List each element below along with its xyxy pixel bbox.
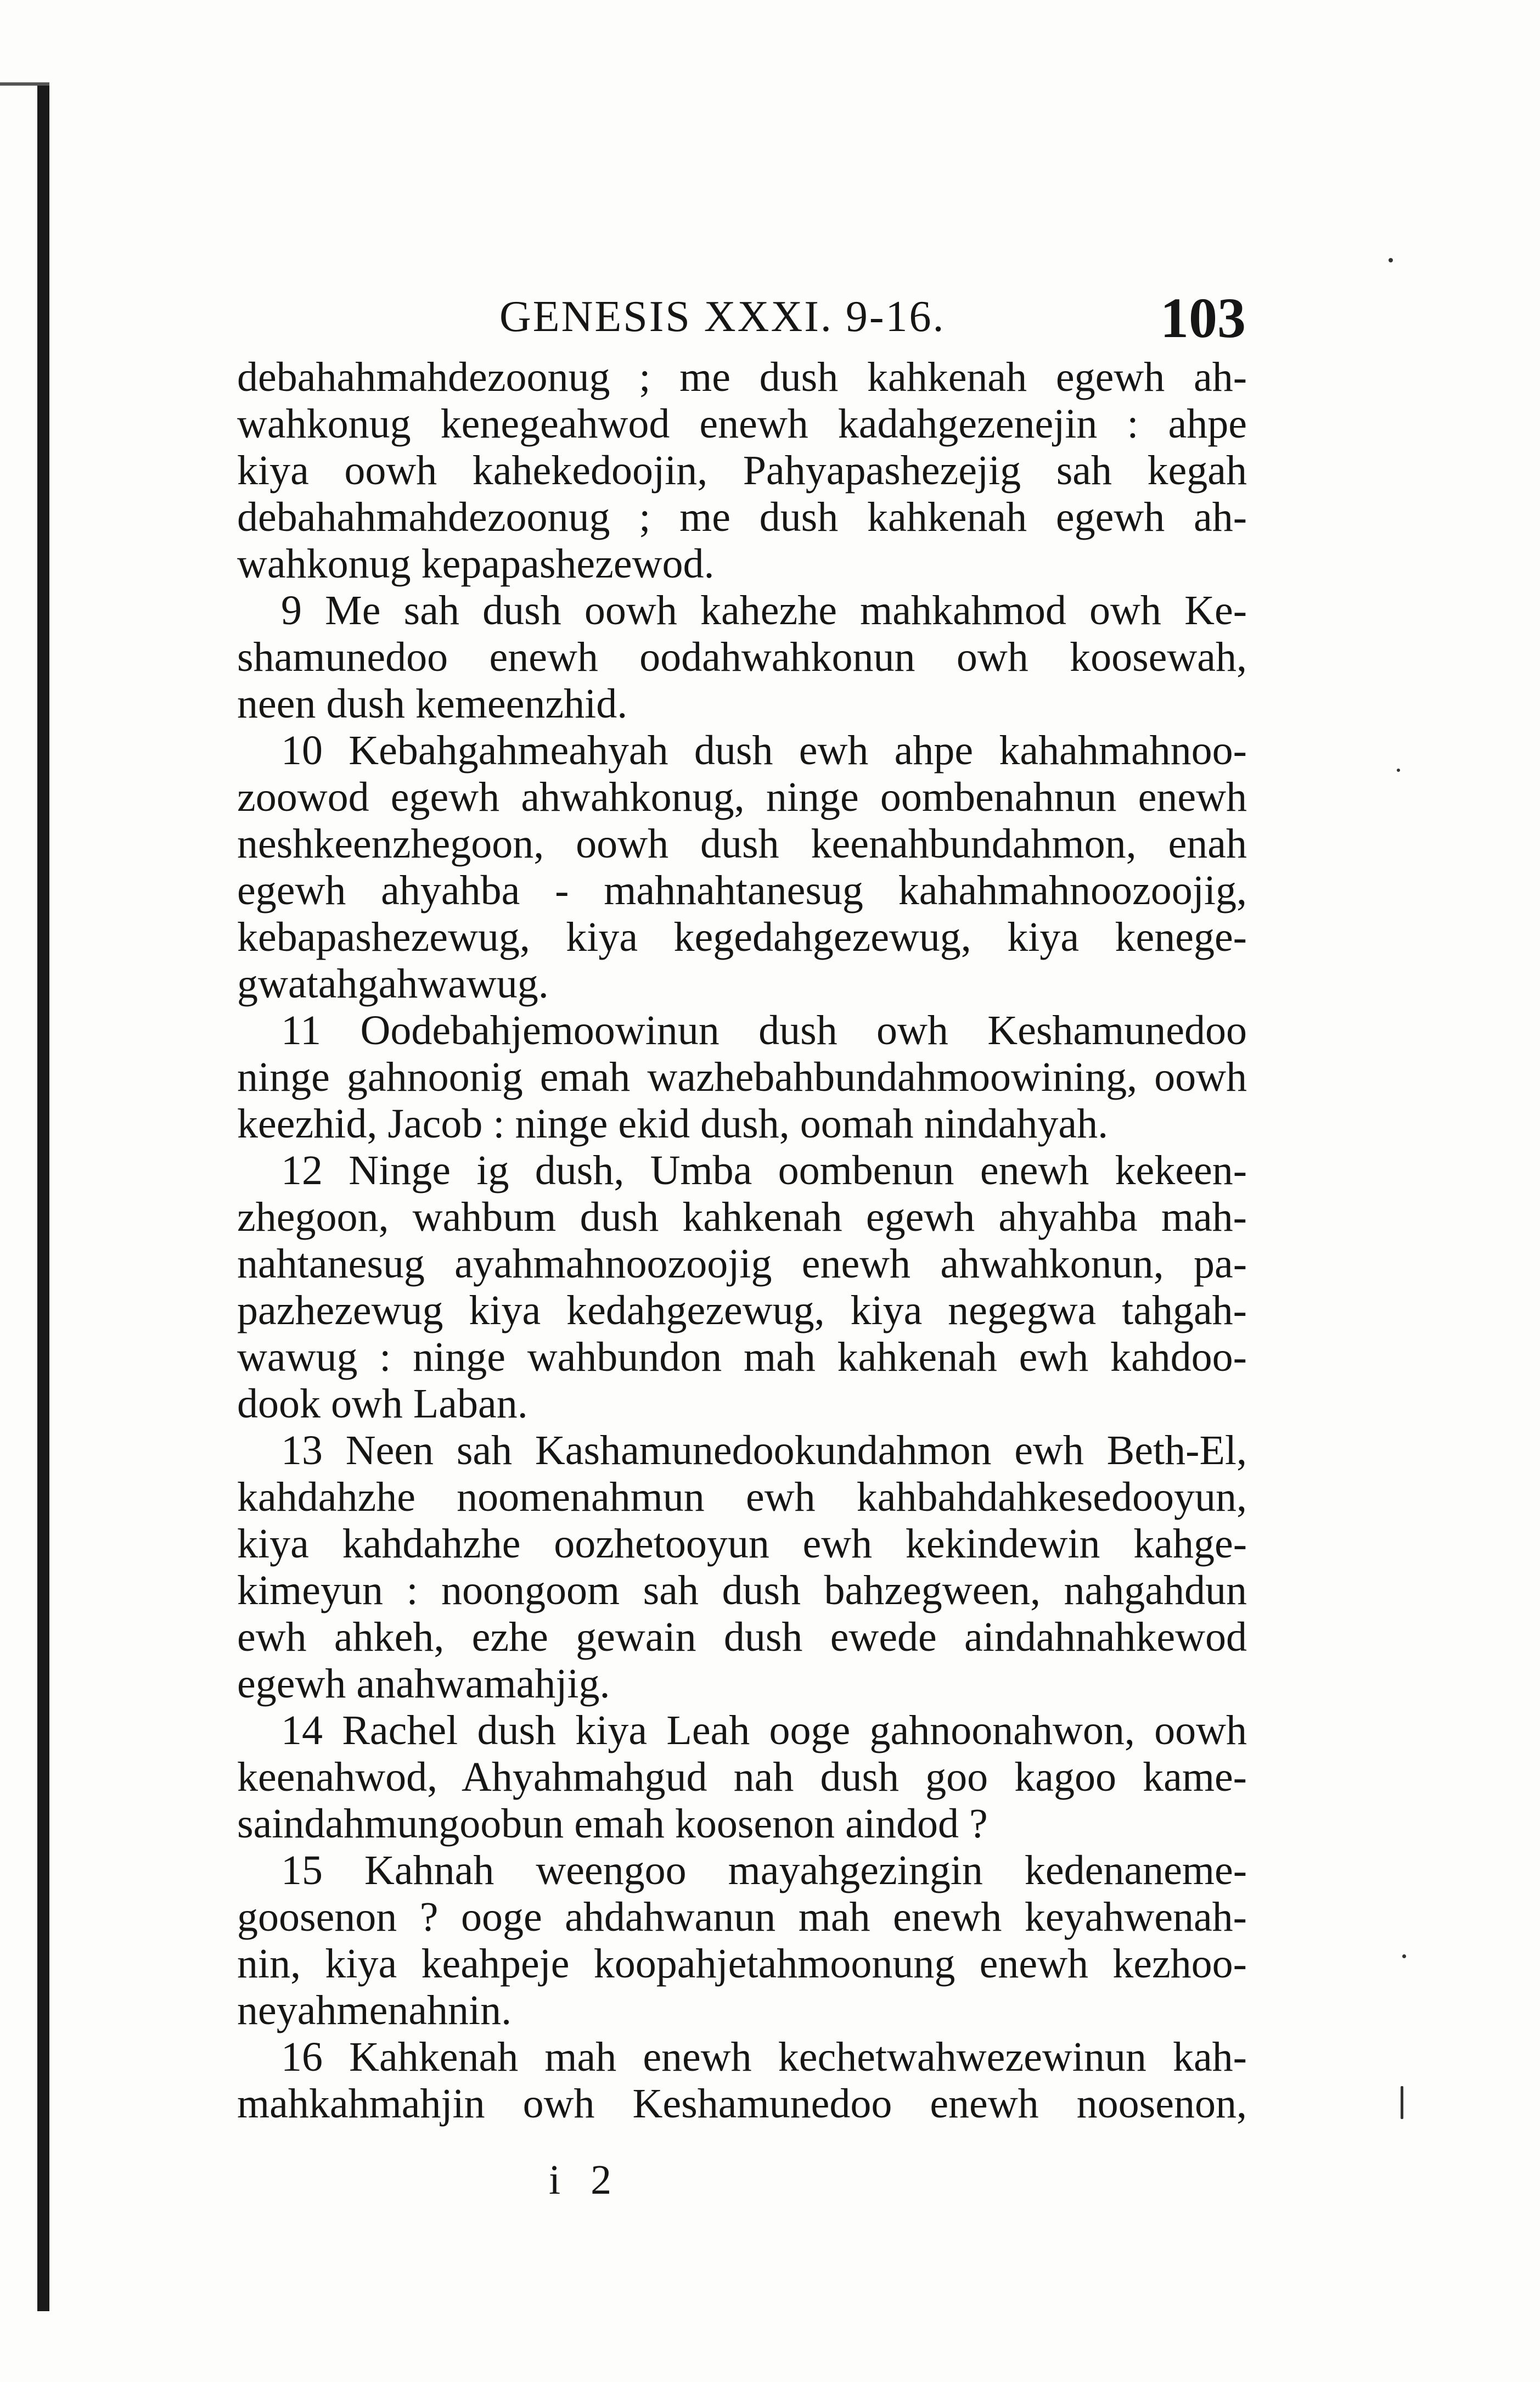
text-line: kiya kahdahzhe oozhetooyun ewh kekindewin kahge- xyxy=(237,1521,1247,1567)
text-line: ewh ahkeh, ezhe gewain dush ewede aindahnahkewod xyxy=(237,1614,1247,1660)
text-line: wahkonug kepapashezewod. xyxy=(237,541,715,587)
text-line: kimeyun : noongoom sah dush bahzegween, nahgahdun xyxy=(237,1567,1247,1613)
text-line: egewh ahyahba - mahnahtanesug kahahmahnoozoojig, xyxy=(237,867,1247,913)
verse-10-start: 10 Kebahgahmeahyah dush ewh ahpe kahahmahnoo- xyxy=(281,727,1247,774)
binding-edge-top xyxy=(0,82,49,86)
text-line: wawug : ninge wahbundon mah kahkenah ewh kahdoo- xyxy=(237,1334,1247,1380)
page-header xyxy=(241,285,1246,350)
text-line: nin, kiya keahpeje koopahjetahmoonung enewh kezhoo- xyxy=(237,1941,1247,1987)
text-line: ninge gahnoonig emah wazhebahbundahmoowining, oowh xyxy=(237,1054,1247,1100)
text-line: kahdahzhe noomenahmun ewh kahbahdahkesedooyun, xyxy=(237,1474,1247,1520)
text-line: keenahwod, Ahyahmahgud nah dush goo kagoo kame- xyxy=(237,1754,1247,1800)
text-line: dook owh Laban. xyxy=(237,1381,528,1427)
page-number: 103 xyxy=(1160,287,1246,350)
binding-edge xyxy=(37,82,49,2311)
text-line: debahahmahdezoonug ; me dush kahkenah egewh ah- xyxy=(237,354,1247,400)
text-line: gwatahgahwawug. xyxy=(237,961,549,1007)
verse-16-start: 16 Kahkenah mah enewh kechetwahwezewinun kah- xyxy=(281,2034,1247,2080)
paper-speck xyxy=(1401,2086,1403,2119)
paper-speck xyxy=(1397,769,1400,772)
text-line: neen dush kemeenzhid. xyxy=(237,681,628,727)
text-line: debahahmahdezoonug ; me dush kahkenah egewh ah- xyxy=(237,494,1247,540)
text-line: goosenon ? ooge ahdahwanun mah enewh keyahwenah- xyxy=(237,1894,1247,1940)
paper-speck xyxy=(1402,1954,1406,1958)
body-text xyxy=(237,354,1247,2127)
verse-14-start: 14 Rachel dush kiya Leah ooge gahnoonahwon, oowh xyxy=(281,1707,1247,1753)
verse-11-start: 11 Oodebahjemoowinun dush owh Keshamunedoo xyxy=(281,1007,1247,1053)
verse-9-start: 9 Me sah dush oowh kahezhe mahkahmod owh Ke- xyxy=(281,587,1247,634)
text-line: saindahmungoobun emah koosenon aindod ? xyxy=(237,1801,988,1847)
paper-speck xyxy=(1389,258,1393,262)
text-line: shamunedoo enewh oodahwahkonun owh koosewah, xyxy=(237,634,1247,680)
verse-13-start: 13 Neen sah Kashamunedookundahmon ewh Beth-El, xyxy=(281,1427,1247,1473)
text-line: egewh anahwamahjig. xyxy=(237,1661,610,1707)
signature-mark: i 2 xyxy=(549,2157,622,2203)
text-line: wahkonug kenegeahwod enewh kadahgezenejin : ahpe xyxy=(237,401,1247,447)
text-line: zoowod egewh ahwahkonug, ninge oombenahnun enewh xyxy=(237,774,1247,820)
verse-12-start: 12 Ninge ig dush, Umba oombenun enewh kekeen- xyxy=(281,1147,1247,1193)
text-line: mahkahmahjin owh Keshamunedoo enewh noosenon, xyxy=(237,2081,1247,2127)
verse-15-start: 15 Kahnah weengoo mayahgezingin kedenaneme- xyxy=(281,1847,1247,1893)
text-line: zhegoon, wahbum dush kahkenah egewh ahyahba mah- xyxy=(237,1194,1247,1240)
text-line: pazhezewug kiya kedahgezewug, kiya negegwa tahgah- xyxy=(237,1287,1247,1333)
text-line: kiya oowh kahekedoojin, Pahyapashezejig sah kegah xyxy=(237,447,1247,494)
running-title: GENESIS XXXI. 9-16. xyxy=(499,293,946,341)
text-line: keezhid, Jacob : ninge ekid dush, oomah nindahyah. xyxy=(237,1101,1109,1147)
text-line: neyahmenahnin. xyxy=(237,1987,512,2033)
text-line: neshkeenzhegoon, oowh dush keenahbundahmon, enah xyxy=(237,821,1247,867)
text-line: nahtanesug ayahmahnoozoojig enewh ahwahkonun, pa- xyxy=(237,1241,1247,1287)
text-line: kebapashezewug, kiya kegedahgezewug, kiya kenege- xyxy=(237,914,1247,960)
